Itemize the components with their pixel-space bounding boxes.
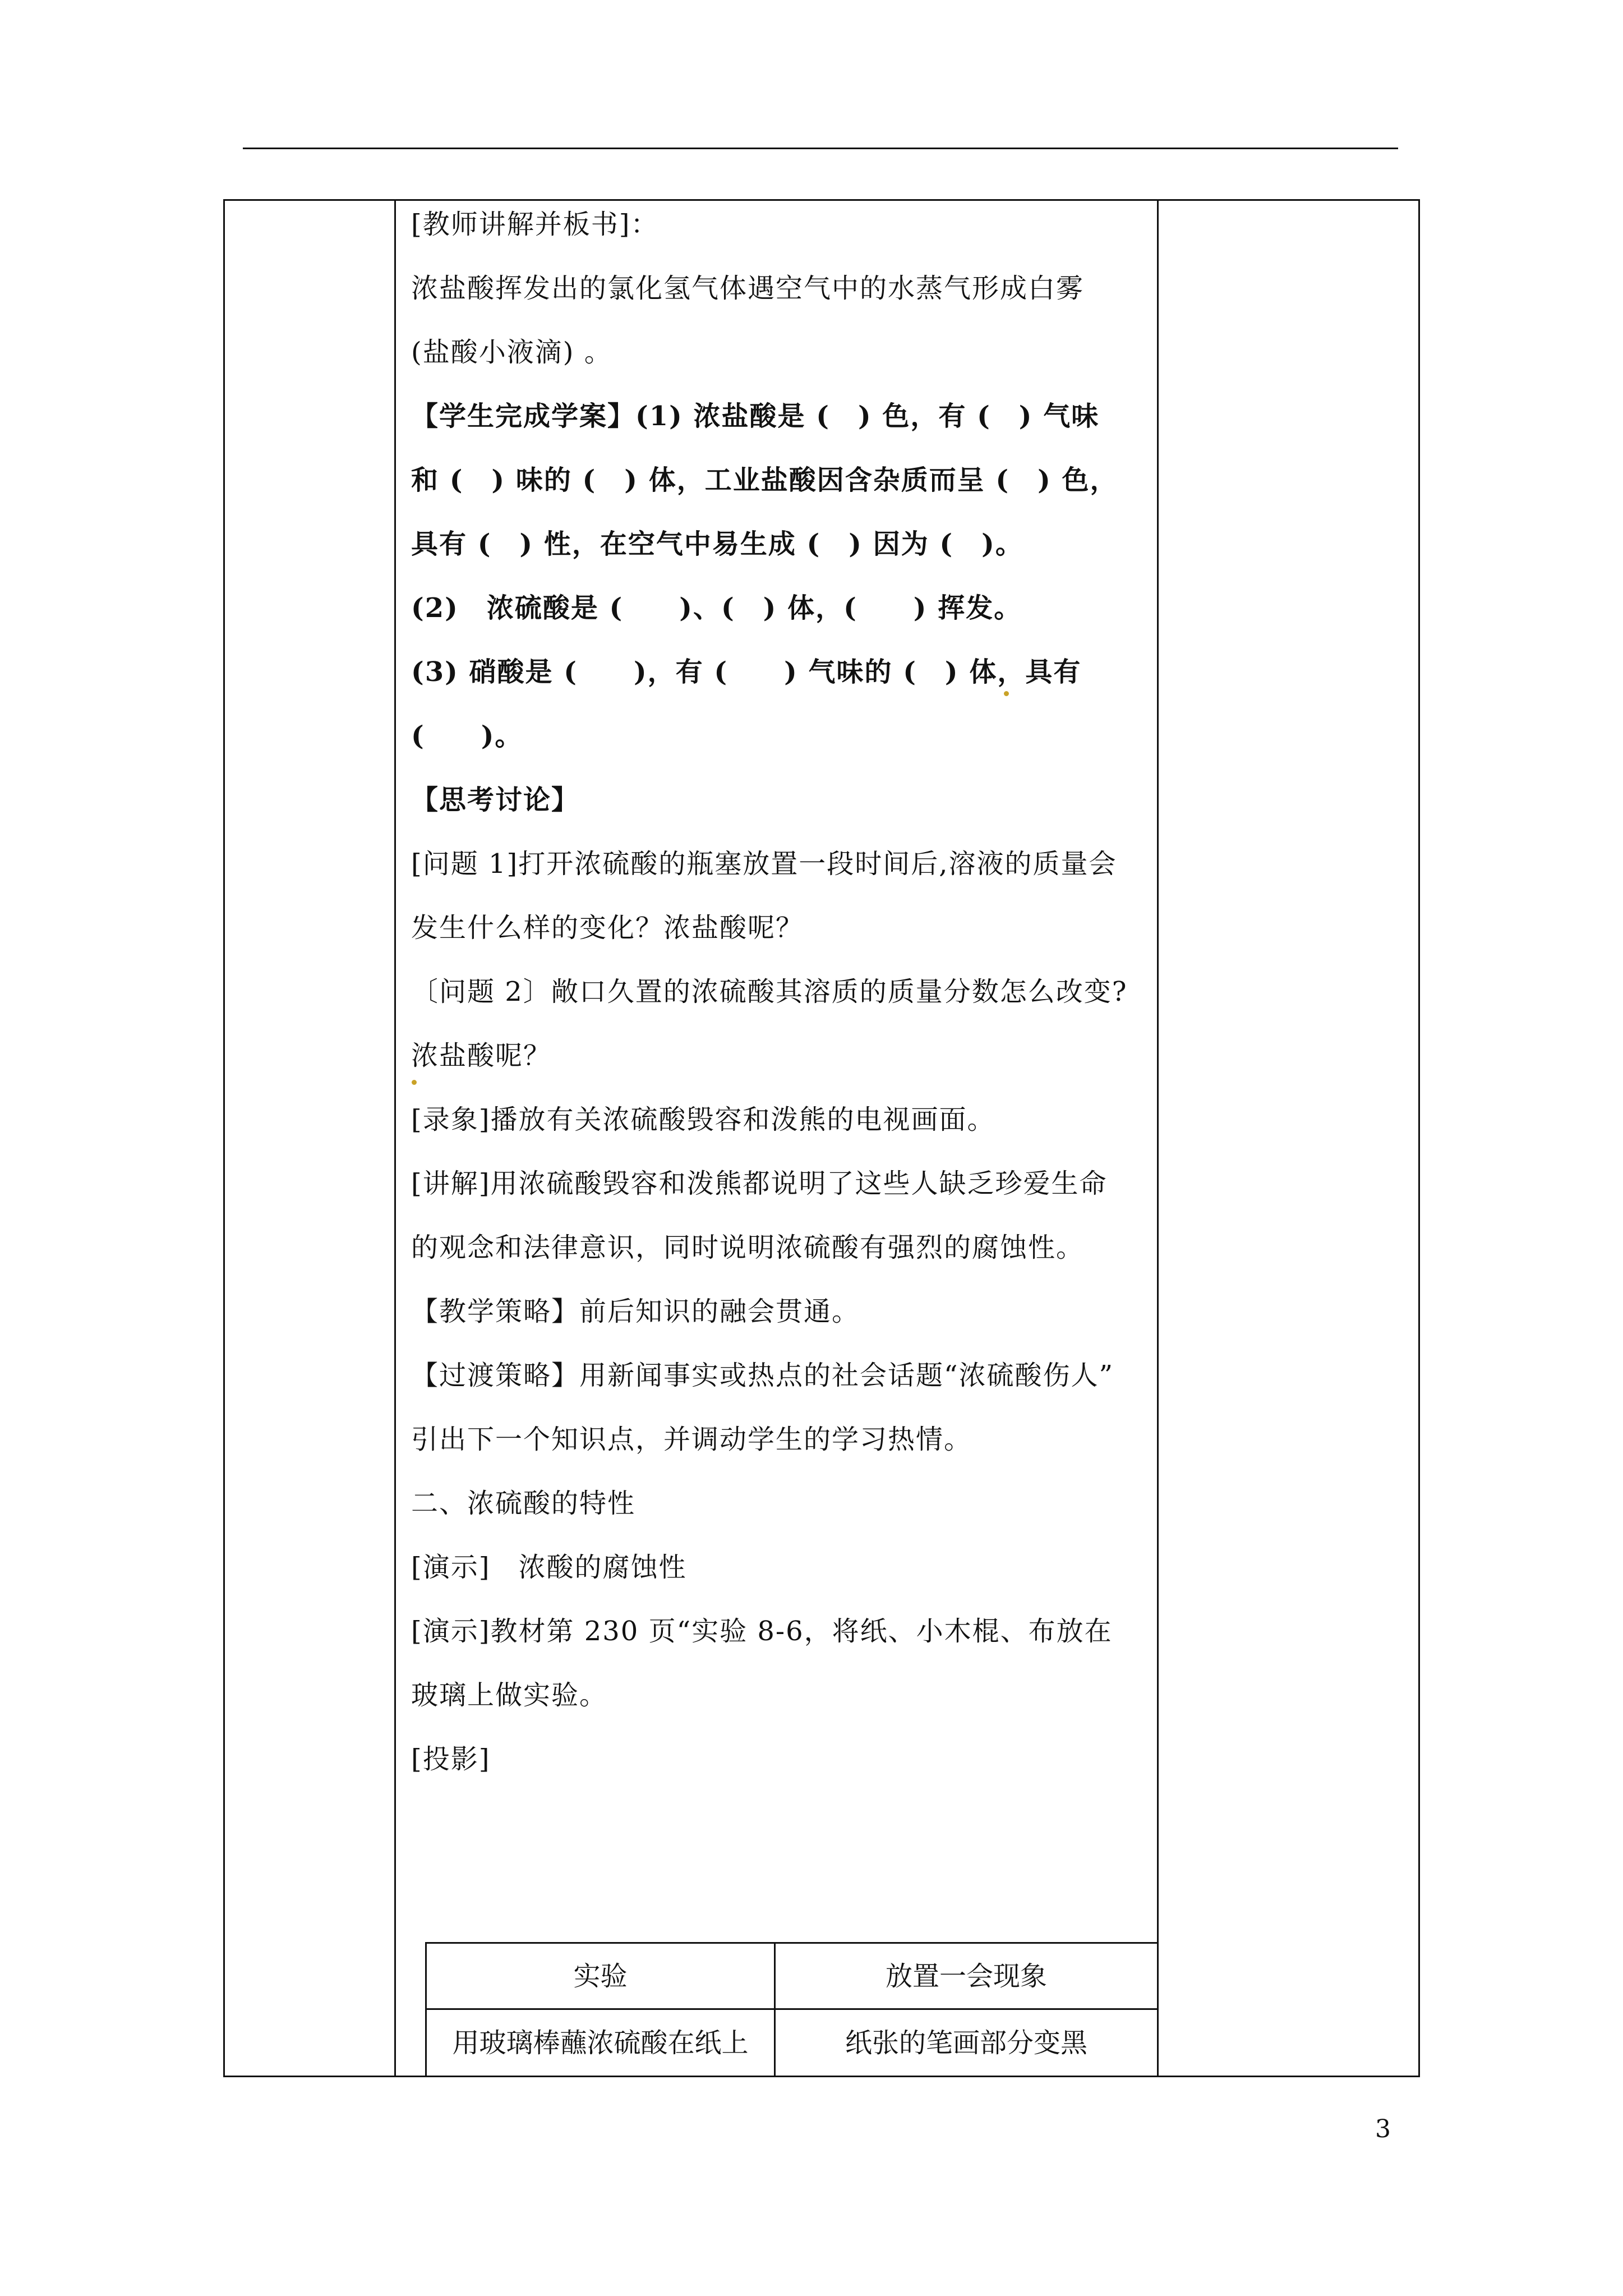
text-line: 【思考讨论】 [411, 784, 580, 816]
text-line: (2) 浓硫酸是 ( )、( ) 体，( ) 挥发。 [411, 592, 1022, 624]
text-line: [演示] 浓酸的腐蚀性 [411, 1552, 687, 1583]
text-line: 【学生完成学案】(1) 浓盐酸是 ( ) 色，有 ( ) 气味 [411, 401, 1100, 432]
text-line: 浓盐酸呢？ [411, 1040, 552, 1071]
text-line: 〔问题 2〕敞口久置的浓硫酸其溶质的质量分数怎么改变? [411, 976, 1128, 1007]
text-line: [教师讲解并板书]： [411, 209, 659, 240]
text-line: 【过渡策略】用新闻事实或热点的社会话题“浓硫酸伤人” [411, 1360, 1114, 1391]
text-line: 玻璃上做实验。 [411, 1680, 608, 1711]
text-line: 二、浓硫酸的特性 [411, 1488, 636, 1519]
text-line: 发生什么样的变化？浓盐酸呢？ [411, 912, 804, 944]
text-line: [问题 1]打开浓硫酸的瓶塞放置一段时间后,溶液的质量会 [411, 848, 1117, 880]
experiment-header-cell: 实验 [573, 1960, 628, 1992]
outer-table-left-border [223, 199, 225, 2077]
text-line: ( )。 [411, 720, 523, 752]
experiment-cell: 用玻璃棒蘸浓硫酸在纸上 [452, 2027, 749, 2059]
outer-table-top-border [223, 199, 1420, 201]
text-line: 的观念和法律意识，同时说明浓硫酸有强烈的腐蚀性。 [411, 1232, 1085, 1263]
outer-table-divider-1 [394, 199, 396, 2077]
yellow-speck [1004, 691, 1009, 696]
text-line: 【教学策略】前后知识的融会贯通。 [411, 1296, 860, 1327]
page-number: 3 [1375, 2115, 1391, 2143]
text-line: [录象]播放有关浓硫酸毁容和泼熊的电视画面。 [411, 1104, 995, 1135]
outer-table-right-border [1418, 199, 1420, 2077]
text-line: 引出下一个知识点，并调动学生的学习热情。 [411, 1424, 972, 1455]
text-line: 具有 ( ) 性，在空气中易生成 ( ) 因为 ( )。 [411, 528, 1023, 560]
text-line: (盐酸小液滴) 。 [411, 337, 612, 368]
header-rule [243, 148, 1398, 149]
text-line: 和 ( ) 味的 ( ) 体，工业盐酸因含杂质而呈 ( ) 色， [411, 464, 1118, 496]
phenomenon-header-cell: 放置一会现象 [885, 1960, 1047, 1992]
text-line: 浓盐酸挥发出的氯化氢气体遇空气中的水蒸气形成白雾 [411, 273, 1085, 304]
text-line: [讲解]用浓硫酸毁容和泼熊都说明了这些人缺乏珍爱生命 [411, 1168, 1108, 1199]
outer-table-bottom-border [223, 2076, 1420, 2077]
text-line: [投影] [411, 1743, 491, 1775]
text-line: [演示]教材第 230 页“实验 8-6，将纸、小木棍、布放在 [411, 1616, 1113, 1647]
outer-table-divider-2 [1157, 199, 1159, 2077]
text-line: (3) 硝酸是 ( )，有 ( ) 气味的 ( ) 体，具有 [411, 656, 1082, 688]
phenomenon-cell: 纸张的笔画部分变黑 [845, 2027, 1087, 2059]
yellow-speck [412, 1080, 417, 1085]
